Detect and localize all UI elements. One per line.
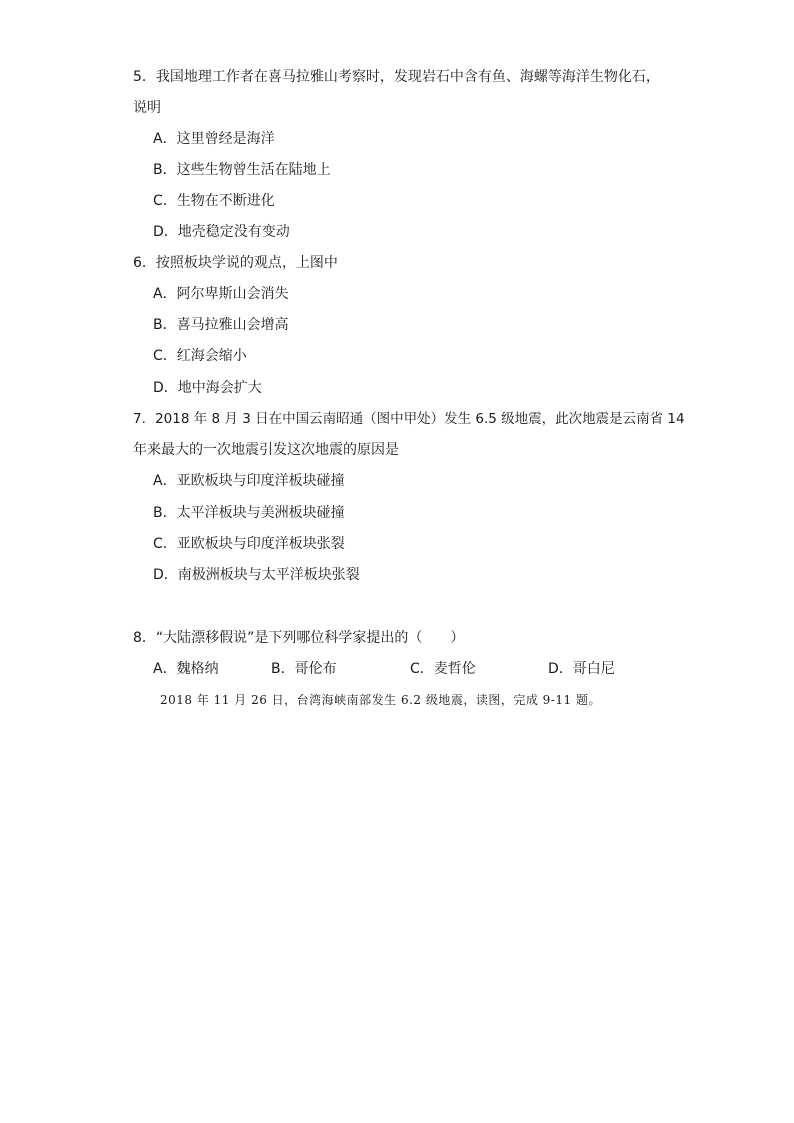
q6-option-c: C．红海会缩小: [153, 348, 247, 364]
q7-option-c: C．亚欧板块与印度洋板块张裂: [153, 536, 345, 552]
q7-stem-line2: 年来最大的一次地震引发这次地震的原因是: [133, 442, 399, 458]
q6-stem: 6．按照板块学说的观点，上图中: [133, 255, 338, 271]
q5-stem-line2: 说明: [133, 100, 161, 116]
questions-9-11-intro: 2018 年 11 月 26 日，台湾海峡南部发生 6.2 级地震，读图，完成 9-11 题。: [160, 693, 601, 707]
q7-option-d: D．南极洲板块与太平洋板块张裂: [153, 567, 360, 583]
q5-option-c: C．生物在不断进化: [153, 193, 275, 209]
q6-option-a: A．阿尔卑斯山会消失: [153, 286, 289, 302]
q6-option-d: D．地中海会扩大: [153, 380, 262, 396]
q8-stem: 8．“大陆漂移假说”是下列哪位科学家提出的（ ）: [133, 630, 465, 646]
q8-option-b: B．哥伦布: [271, 661, 337, 677]
q7-option-b: B．太平洋板块与美洲板块碰撞: [153, 505, 345, 521]
q7-stem-line1: 7．2018 年 8 月 3 日在中国云南昭通（图中甲处）发生 6.5 级地震，此次地震是云南省 14: [133, 411, 685, 427]
q5-option-b: B．这些生物曾生活在陆地上: [153, 162, 331, 178]
q5-option-d: D．地壳稳定没有变动: [153, 224, 290, 240]
q5-stem-line1: 5．我国地理工作者在喜马拉雅山考察时，发现岩石中含有鱼、海螺等海洋生物化石，: [133, 69, 660, 85]
q6-option-b: B．喜马拉雅山会增高: [153, 317, 289, 333]
q5-option-a: A．这里曾经是海洋: [153, 131, 275, 147]
q7-option-a: A．亚欧板块与印度洋板块碰撞: [153, 473, 345, 489]
q8-option-c: C．麦哲伦: [410, 661, 476, 677]
q8-option-d: D．哥白尼: [548, 661, 615, 677]
q8-option-a: A．魏格纳: [153, 661, 219, 677]
